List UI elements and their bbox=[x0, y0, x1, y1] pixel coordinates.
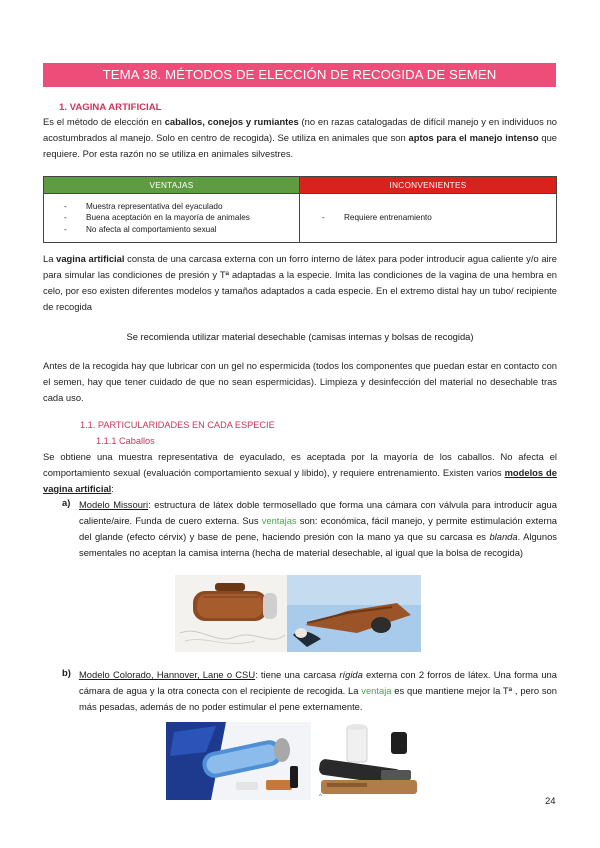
missouri-model-photo bbox=[175, 575, 287, 652]
pros-item: - Muestra representativa del eyaculado bbox=[64, 201, 299, 213]
pros-item: - No afecta al comportamiento sexual bbox=[64, 224, 299, 236]
cons-item: - Requiere entrenamiento bbox=[322, 212, 556, 224]
page-title: TEMA 38. MÉTODOS DE ELECCIÓN DE RECOGIDA DE SEMEN bbox=[43, 63, 556, 87]
model-a-text: Modelo Missouri: estructura de látex doble termosellado que forma una cámara con válvula para introducir agua caliente/aire. Funda de cuero externa. Sus ventajas son: económica, fácil manejo, y permite estimulación externa del glande (efecto cérvix) y base de pene, haciendo presión con la mano ya que su carcasa es blanda. Algunos sementales no aceptan la camisa interna (hecha de material desechable, al igual que la bolsa de recogida) bbox=[79, 499, 557, 558]
model-b-label: b) bbox=[62, 667, 71, 678]
cons-header: INCONVENIENTES bbox=[300, 177, 557, 194]
recommendation-line: Se recomienda utilizar material desechable (camisas internas y bolsas de recogida) bbox=[126, 331, 474, 342]
subsection-heading: 1.1. PARTICULARIDADES EN CADA ESPECIE bbox=[80, 420, 275, 430]
lubrication-paragraph: Antes de la recogida hay que lubricar con un gel no espermicida (todos los componentes que puedan estar en contacto con el semen, hay que tener cuidado de que no sean espermicidas). Limpieza y desinfección del material no desechable tras cada uso. bbox=[43, 360, 557, 403]
colorado-model-parts-photo bbox=[317, 720, 419, 800]
page-number: 24 bbox=[545, 796, 556, 807]
horses-intro: Se obtiene una muestra representativa de eyaculado, es aceptada por la mayoría de los caballos. No afecta el comportamiento sexual (evaluación comportamiento sexual y libido), y requiere entrenamiento. Existen varios modelos de vagina artificial: bbox=[43, 451, 557, 494]
pros-cell bbox=[44, 194, 300, 243]
models-link: modelos de vagina artificial bbox=[43, 467, 557, 494]
section-heading-vagina-artificial: 1. VAGINA ARTIFICIAL bbox=[59, 102, 162, 113]
cons-cell bbox=[300, 194, 557, 243]
pros-item: - Buena aceptación en la mayoría de animales bbox=[64, 212, 299, 224]
subsubsection-heading: 1.1.1 Caballos bbox=[96, 436, 155, 446]
pros-cons-table bbox=[43, 176, 557, 243]
model-b-text: Modelo Colorado, Hannover, Lane o CSU: tiene una carcasa rígida externa con 2 forros de látex. Una forma una cámara de agua y la otra conecta con el recipiente de recogida. La ventaja es que mantiene mejor la Tª , pero son más pesadas, además de no poder estimular el pene externamente. bbox=[79, 669, 557, 712]
model-a-label: a) bbox=[62, 497, 71, 508]
pros-header: VENTAJAS bbox=[44, 177, 300, 194]
description-paragraph: La vagina artificial consta de una carcasa externa con un forro interno de látex para poder introducir agua caliente y/o aire para simular las condiciones de presión y Tª adaptadas a la especie. Imita las condiciones de la vagina de una hembra en celo, por eso existen diferentes modelos y tamaños adaptados a cada especie. En el extremo distal hay un tubo/ recipiente de recogida bbox=[43, 253, 557, 312]
svg-text:^: ^ bbox=[319, 794, 322, 800]
colorado-model-photo bbox=[166, 722, 311, 800]
missouri-model-in-use-photo bbox=[287, 575, 421, 652]
section1-intro: Es el método de elección en caballos, conejos y rumiantes (no en razas catalogadas de difícil manejo y en individuos no acostumbrados al manejo. Solo en centro de recogida). Se utiliza en animales que son aptos para el manejo intenso que requiere. Por esta razón no se utiliza en animales silvestres. bbox=[43, 116, 558, 159]
